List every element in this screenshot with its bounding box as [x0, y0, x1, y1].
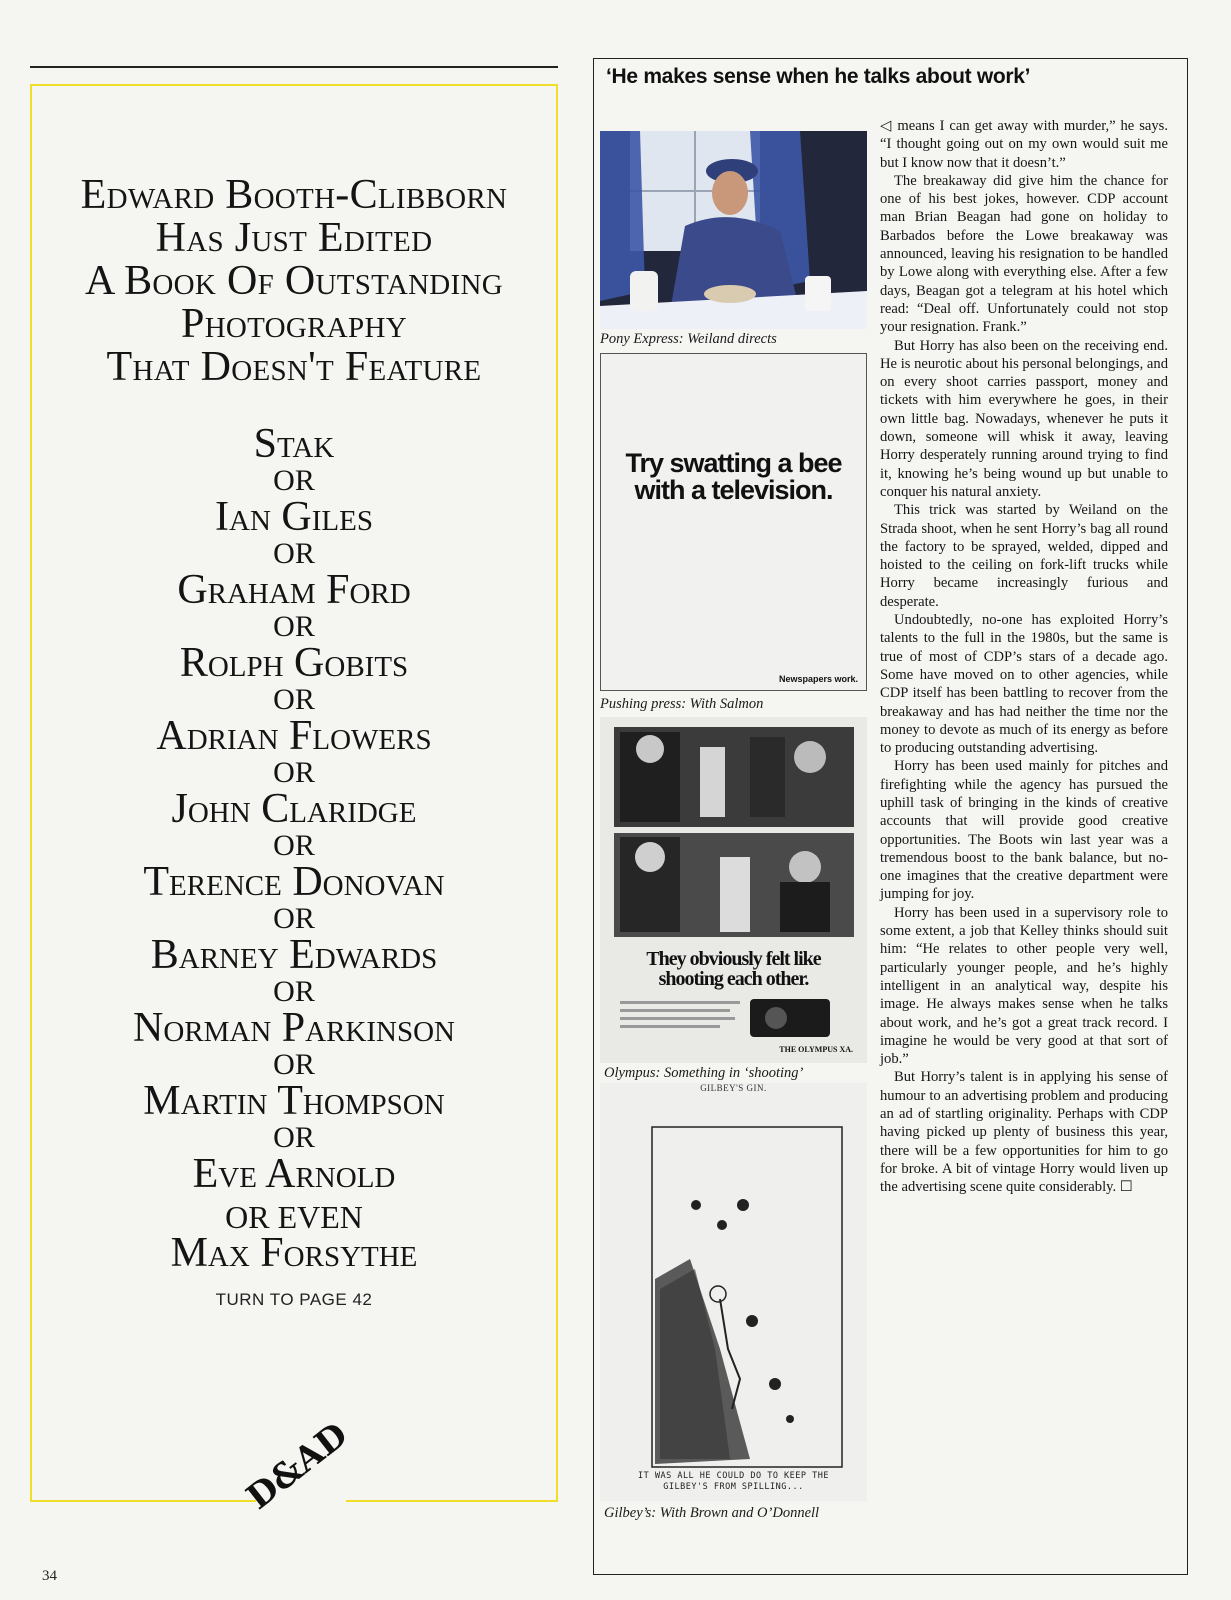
- dad-logo: [239, 1414, 356, 1518]
- or-separator: OR: [273, 829, 315, 862]
- photographer-name: Barney Edwards: [150, 932, 438, 978]
- photographer-name: Rolph Gobits: [179, 640, 409, 686]
- ad-headline-text: They obviously felt like shooting each other.: [646, 948, 821, 990]
- ad-headline-line: Photography: [181, 301, 407, 347]
- photo-illustration: [600, 131, 867, 329]
- or-separator: OR: [273, 610, 315, 643]
- olympus-photos: [600, 717, 867, 947]
- image-caption: Gilbey’s: With Brown and O’Donnell: [604, 1505, 820, 1521]
- photographer-name: Terence Donovan: [143, 859, 445, 905]
- newspapers-ad: [600, 353, 867, 691]
- photographer-name-final: Max Forsythe: [170, 1230, 418, 1276]
- ad-headline-line: Edward Booth-Clibborn: [80, 172, 508, 218]
- ad-brand-text: THE OLYMPUS XA.: [779, 1045, 853, 1054]
- article-paragraph: Horry has been used mainly for pitches and firefighting while the agency has pursued the uphill task of bringing in the kinds of creative accounts that will provide good creative opportunities. The Boots win last year was a tremendous boost to the bank balance, but no-one imagines that the creative department were jumping for joy.: [880, 758, 1168, 903]
- ad-headline-line: Has Just Edited: [155, 215, 433, 261]
- or-separator: OR: [273, 902, 315, 935]
- photographer-name: Stak: [253, 421, 335, 467]
- article-paragraph: Undoubtedly, no-one has exploited Horry’s talents to the full in the 1980s, but the same is true of most of CDP’s stars of a decade ago. Some have moved on to other agencies, while CDP itself has been battling to recover from the breakaway and has had neither the time nor the money to devote as much of its energy as before to producing outstanding advertising.: [880, 612, 1168, 757]
- dad-logo-mark: [239, 1414, 356, 1518]
- or-separator: OR: [273, 683, 315, 716]
- or-even-separator: OR EVEN: [225, 1199, 363, 1235]
- or-separator: OR: [273, 975, 315, 1008]
- ad-headline-text: Try swatting a bee with a television.: [625, 448, 842, 505]
- or-separator: OR: [273, 756, 315, 789]
- ad-headline-line: That Doesn't Feature: [106, 344, 482, 390]
- or-separator: OR: [273, 464, 315, 497]
- photographer-list: [32, 421, 556, 1276]
- ad-brand-text: GILBEY'S GIN.: [700, 1083, 767, 1093]
- article-body: [880, 117, 1168, 1197]
- ad-tagline-text: IT WAS ALL HE COULD DO TO KEEP THE GILBEY'S FROM SPILLING...: [638, 1471, 829, 1492]
- pony-express-photo: [600, 131, 867, 329]
- photographer-name: Graham Ford: [177, 567, 411, 613]
- dad-logo-text: D&AD: [239, 1414, 356, 1518]
- ad-headline: [32, 174, 556, 389]
- ad-footer-text: Newspapers work.: [778, 674, 858, 684]
- or-separator: OR: [273, 1121, 315, 1154]
- photographer-name: John Claridge: [171, 786, 417, 832]
- image-caption: Pushing press: With Salmon: [600, 696, 764, 712]
- photographer-name: Ian Giles: [215, 494, 373, 540]
- article-paragraph: Horry has been used in a supervisory role to some extent, a job that Kelley thinks should suit him: “He relates to other people very well, particularly younger people, and he’s highly intelligent in an analytical way, despite his image. He always makes sense when he talks about work, and he’s got a great track record. I imagine he would be very good at that sort of job.”: [880, 904, 1168, 1068]
- photographer-name: Adrian Flowers: [156, 713, 432, 759]
- photographer-name: Martin Thompson: [143, 1078, 445, 1124]
- photographer-name: Eve Arnold: [192, 1151, 396, 1197]
- article-paragraph: ◁ means I can get away with murder,” he says. “I thought going out on my own would suit me but I know now that it doesn’t.”: [880, 118, 1168, 171]
- image-caption: Olympus: Something in ‘shooting’: [604, 1065, 804, 1081]
- olympus-ad: [600, 717, 867, 1063]
- turn-to-page-cta: TURN TO PAGE 42: [215, 1290, 373, 1309]
- dad-advert: [30, 84, 558, 1518]
- article: [593, 58, 1188, 1575]
- article-paragraph: This trick was started by Weiland on the Strada shoot, when he sent Horry’s bag all round the factory to be sprayed, welded, dipped and hoisted to the ceiling on fork-lift trucks while Horry became increasingly furious and desperate.: [880, 502, 1168, 610]
- ad-headline-line: A Book Of Outstanding: [85, 258, 503, 304]
- gilbeys-ad: [600, 1083, 867, 1501]
- article-paragraph: The breakaway did give him the chance for one of his best jokes, however. CDP account man Brian Beagan had gone on holiday to Barbados before the Lowe breakaway was announced, leaving his resignation to be handled by Lowe along with everything else. After a few days, Beagan got a telegram at his hotel which read: “Deal off. Unfortunately could not stop your resignation. Frank.”: [880, 172, 1168, 336]
- photographer-name: Norman Parkinson: [133, 1005, 455, 1051]
- or-separator: OR: [273, 537, 315, 570]
- climber-illustration: [600, 1119, 867, 1479]
- page-number: 34: [42, 1568, 57, 1584]
- article-paragraph: But Horry has also been on the receiving end. He is neurotic about his personal belongings, and on every shoot carries passport, money and tickets with him everywhere he goes, in their own little bag. Nowadays, whenever he puts it down, someone will whisk it away, leaving Horry desperately running around trying to find it, knowing he’s being wound up but unable to conquer his natural anxiety.: [880, 337, 1168, 500]
- or-separator: OR: [273, 1048, 315, 1081]
- article-title: ‘He makes sense when he talks about work’: [606, 65, 1031, 88]
- image-caption: Pony Express: Weiland directs: [600, 331, 777, 347]
- top-rule: [30, 66, 558, 68]
- article-paragraph: But Horry’s talent is in applying his sense of humour to an advertising problem and producing an ad of startling originality. Perhaps with CDP having picked up plenty of business this year, there will be a few opportunities for him to go for broke. A bit of vintage Horry would liven up the advertising scene quite considerably. ☐: [880, 1069, 1168, 1196]
